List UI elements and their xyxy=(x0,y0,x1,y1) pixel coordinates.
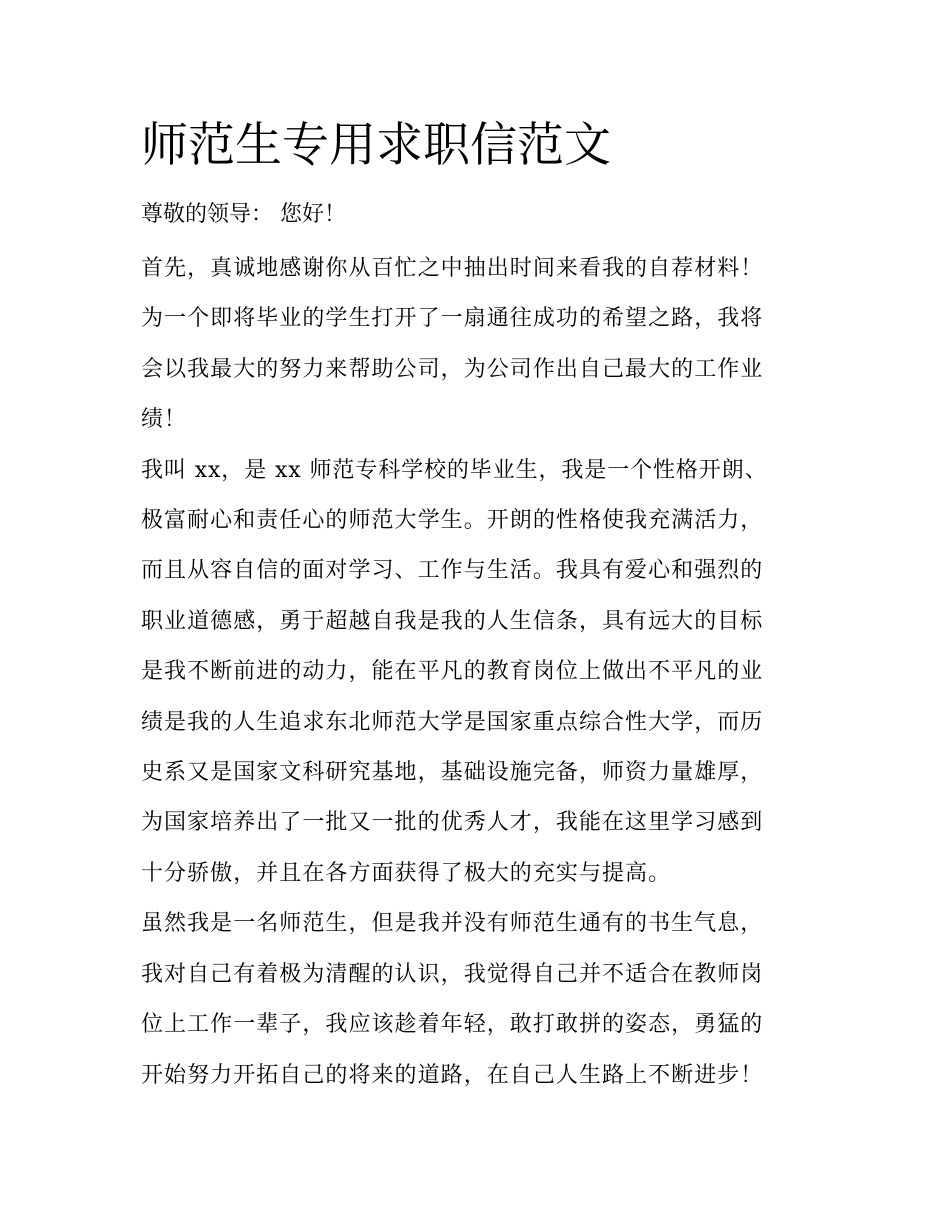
paragraph-line: 十分骄傲，并且在各方面获得了极大的充实与提高。 xyxy=(141,860,672,886)
paragraph-line: 为国家培养出了一批又一批的优秀人才，我能在这里学习感到 xyxy=(141,810,764,836)
paragraph-introduction xyxy=(141,446,813,900)
paragraph-line: 极富耐心和责任心的师范大学生。开朗的性格使我充满活力， xyxy=(141,508,764,534)
paragraph-thanks xyxy=(141,244,813,446)
paragraph-line: 而且从容自信的面对学习、工作与生活。我具有爱心和强烈的 xyxy=(141,558,764,584)
salutation: 尊敬的领导： 您好！ xyxy=(141,202,346,227)
paragraph-line: 虽然我是一名师范生，但是我并没有师范生通有的书生气息， xyxy=(141,911,764,937)
paragraph-line: 位上工作一辈子，我应该趁着年轻，敢打敢拼的姿态，勇猛的 xyxy=(141,1012,764,1038)
document-body xyxy=(141,118,813,1101)
paragraph-line: 绩是我的人生追求东北师范大学是国家重点综合性大学，而历 xyxy=(141,709,764,735)
paragraph-self-assessment xyxy=(141,899,813,1101)
paragraph-line: 我叫 xx，是 xx 师范专科学校的毕业生，我是一个性格开朗、 xyxy=(141,457,768,483)
paragraph-line: 会以我最大的努力来帮助公司，为公司作出自己最大的工作业 xyxy=(141,356,764,382)
paragraph-line: 职业道德感，勇于超越自我是我的人生信条，具有远大的目标 xyxy=(141,608,764,634)
paragraph-line: 开始努力开拓自己的将来的道路，在自己人生路上不断进步！ xyxy=(141,1062,764,1088)
paragraph-line: 我对自己有着极为清醒的认识，我觉得自己并不适合在教师岗 xyxy=(141,961,764,987)
paragraph-line: 史系又是国家文科研究基地，基础设施完备，师资力量雄厚， xyxy=(141,760,764,786)
paragraph-line: 为一个即将毕业的学生打开了一扇通往成功的希望之路，我将 xyxy=(141,306,764,332)
paragraph-line: 绩！ xyxy=(141,407,187,433)
document-title: 师范生专用求职信范文 xyxy=(141,118,611,173)
paragraph-line: 是我不断前进的动力，能在平凡的教育岗位上做出不平凡的业 xyxy=(141,659,764,685)
paragraph-line: 首先，真诚地感谢你从百忙之中抽出时间来看我的自荐材料！ xyxy=(141,256,764,281)
